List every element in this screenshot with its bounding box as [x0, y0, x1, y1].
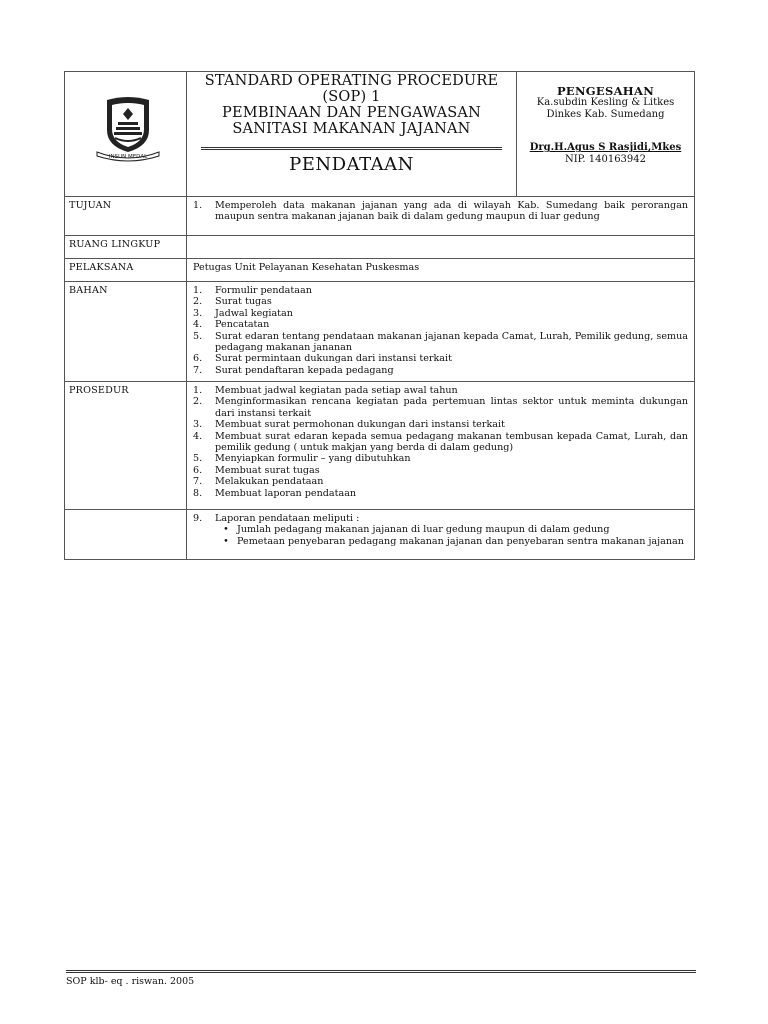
bullet-text: Jumlah pedagang makanan jajanan di luar gedung maupun di dalam gedung — [237, 524, 610, 536]
item-number: 8. — [193, 487, 203, 499]
list-item — [193, 453, 688, 464]
sop-table — [64, 71, 695, 560]
header-row — [65, 72, 695, 197]
item-text: Jadwal kegiatan — [215, 307, 293, 319]
list-item — [193, 331, 688, 354]
logo-text: INSUN MEDAL — [108, 154, 148, 160]
title-divider — [201, 147, 502, 150]
list-item — [193, 308, 688, 319]
pengesahan-line-2: Dinkes Kab. Sumedang — [546, 109, 665, 121]
item-number: 7. — [193, 476, 203, 488]
item-number: 9. — [193, 513, 203, 524]
laporan-label — [65, 510, 187, 560]
list-item — [193, 476, 688, 487]
bahan-label: BAHAN — [65, 282, 187, 382]
item-text: Surat edaran tentang pendataan makanan jajanan kepada Camat, Lurah, Pemilik gedung, semua pedagang makanan jananan — [215, 330, 688, 354]
item-number: 5. — [193, 453, 203, 465]
item-number: 2. — [193, 296, 203, 308]
tujuan-label: TUJUAN — [65, 197, 187, 236]
logo-cell — [65, 72, 187, 197]
bullet-item — [215, 536, 688, 547]
item-number: 5. — [193, 330, 203, 342]
list-item — [193, 396, 688, 419]
ruang-lingkup-label: RUANG LINGKUP — [65, 236, 187, 259]
prosedur-content — [187, 382, 695, 510]
item-text: Formulir pendataan — [215, 285, 312, 296]
item-text: Membuat surat edaran kepada semua pedagang makanan tembusan kepada Camat, Lurah, dan pemilik gedung ( untuk makjan yang berda di dalam gedung) — [215, 430, 688, 454]
item-text: Menyiapkan formulir – yang dibutuhkan — [215, 453, 411, 465]
bullet-icon: • — [223, 524, 229, 536]
bullet-icon: • — [223, 535, 229, 547]
list-item — [193, 488, 688, 499]
item-text: Pencatatan — [215, 319, 270, 331]
item-text: Surat tugas — [215, 296, 272, 308]
item-text: Laporan pendataan meliputi : — [215, 513, 360, 524]
laporan-row — [65, 510, 695, 560]
prosedur-row — [65, 382, 695, 510]
list-item — [193, 419, 688, 430]
signatory-nip: NIP. 140163942 — [564, 153, 647, 165]
item-number: 6. — [193, 464, 203, 476]
item-text: Surat pendaftaran kepada pedagang — [215, 364, 394, 376]
pelaksana-label: PELAKSANA — [65, 259, 187, 282]
item-number: 3. — [193, 307, 203, 319]
list-item — [193, 431, 688, 454]
prosedur-label: PROSEDUR — [65, 382, 187, 510]
laporan-content — [187, 510, 695, 560]
pelaksana-row — [65, 259, 695, 282]
item-text: Membuat surat tugas — [215, 464, 320, 476]
item-text: Surat permintaan dukungan dari instansi terkait — [215, 353, 452, 365]
list-item — [193, 385, 688, 396]
pelaksana-content: Petugas Unit Pelayanan Kesehatan Puskesmas — [187, 259, 695, 282]
bullet-item — [215, 524, 688, 535]
footer-text: SOP klb- eq . riswan. 2005 — [66, 976, 195, 987]
tujuan-row — [65, 197, 695, 236]
list-item — [193, 200, 688, 223]
item-number: 1. — [193, 200, 203, 211]
list-item — [193, 513, 688, 524]
ruang-lingkup-row — [65, 236, 695, 259]
bahan-content — [187, 282, 695, 382]
list-item — [193, 285, 688, 296]
item-text: Melakukan pendataan — [215, 476, 324, 488]
list-item — [193, 319, 688, 330]
title-line-4: SANITASI MAKANAN JAJANAN — [232, 121, 471, 137]
signatory-name: Drg.H.Agus S Rasjidi,Mkes — [529, 142, 682, 154]
title-cell — [187, 72, 517, 197]
item-text: Membuat jadwal kegiatan pada setiap awal tahun — [215, 385, 458, 396]
footer-divider — [66, 970, 696, 973]
pengesahan-cell — [517, 72, 695, 197]
sumedang-emblem-icon — [93, 94, 163, 164]
tujuan-content — [187, 197, 695, 236]
item-number: 7. — [193, 364, 203, 376]
subtitle: PENDATAAN — [289, 154, 414, 175]
title-line-3: PEMBINAAN DAN PENGAWASAN — [222, 105, 481, 121]
item-number: 3. — [193, 419, 203, 431]
ruang-lingkup-content — [187, 236, 695, 259]
list-item — [193, 353, 688, 364]
pengesahan-title: PENGESAHAN — [556, 84, 655, 98]
item-text: Membuat laporan pendataan — [215, 487, 357, 499]
item-number: 6. — [193, 353, 203, 365]
pengesahan-line-1: Ka.subdin Kesling & Litkes — [536, 97, 675, 109]
title-line-2: (SOP) 1 — [322, 89, 381, 105]
list-item — [193, 365, 688, 376]
item-number: 2. — [193, 396, 203, 408]
list-item — [193, 465, 688, 476]
item-number: 1. — [193, 285, 203, 296]
bullet-text: Pemetaan penyebaran pedagang makanan jajanan dan penyebaran sentra makanan jajanan — [237, 535, 684, 547]
item-number: 4. — [193, 319, 203, 331]
item-text: Menginformasikan rencana kegiatan pada pertemuan lintas sektor untuk meminta dukungan dari instansi terkait — [215, 396, 688, 419]
item-text: Membuat surat permohonan dukungan dari instansi terkait — [215, 419, 505, 431]
list-item — [193, 296, 688, 307]
item-number: 1. — [193, 385, 203, 396]
title-line-1: STANDARD OPERATING PROCEDURE — [204, 73, 499, 89]
bahan-row — [65, 282, 695, 382]
item-text: Memperoleh data makanan jajanan yang ada di wilayah Kab. Sumedang baik perorangan maupun sentra makanan jajanan baik di dalam gedung maupun di luar gedung — [215, 200, 688, 223]
item-number: 4. — [193, 430, 203, 442]
